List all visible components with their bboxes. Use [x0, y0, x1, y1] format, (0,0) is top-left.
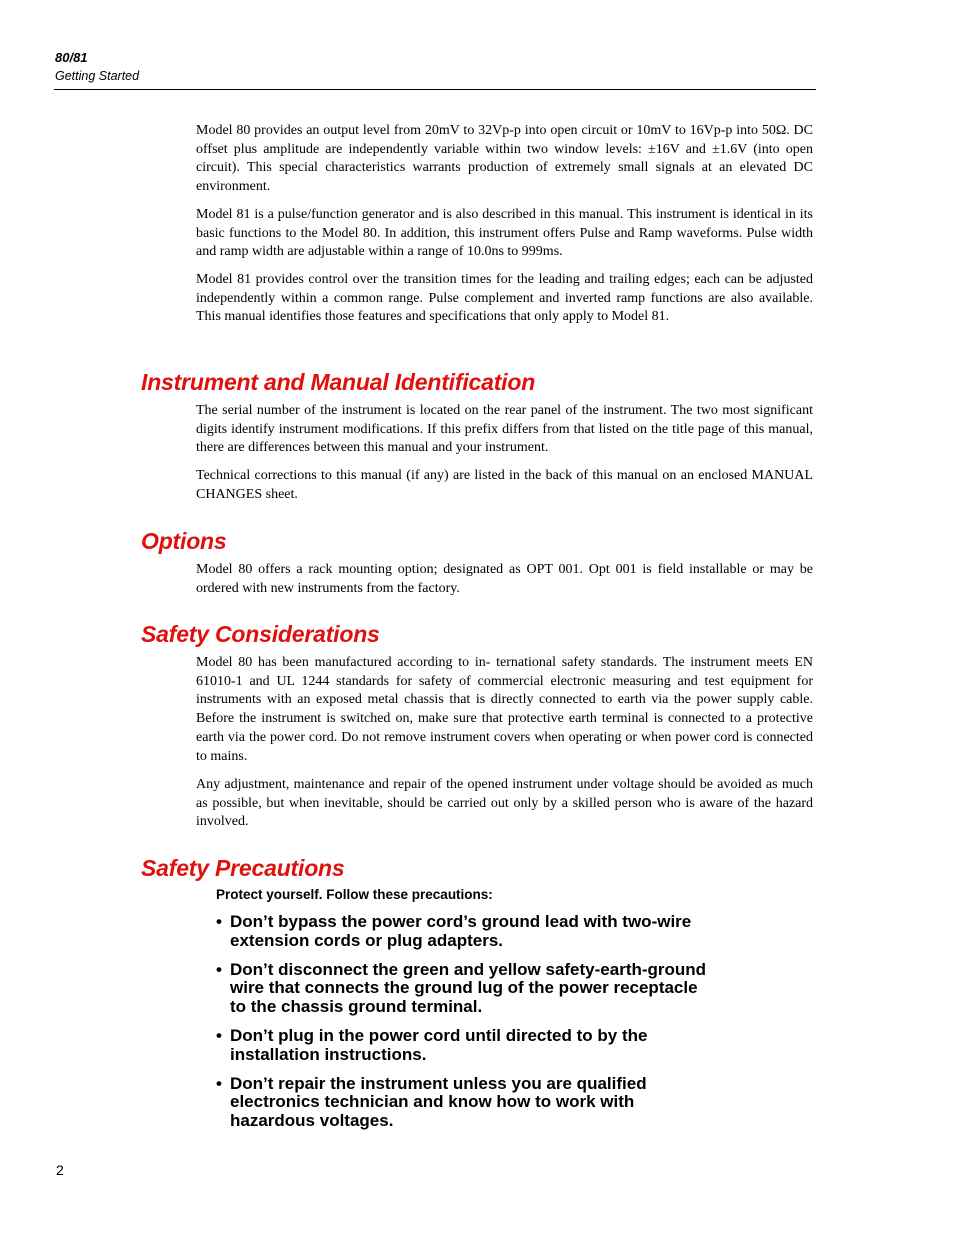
running-header-model: 80/81 — [55, 50, 88, 65]
precaution-text: Don’t disconnect the green and yellow safety-earth-ground wire that connects the ground lug of the power receptacle to the chassis ground terminal. — [230, 959, 707, 1017]
heading-safety-precautions: Safety Precautions — [141, 855, 345, 881]
identification-paragraph-2: Technical corrections to this manual (if any) are listed in the back of this manual on an enclosed MANUAL CHANGES sheet. — [196, 468, 813, 502]
precaution-text: Don’t plug in the power cord until directed to by the installation instructions. — [230, 1025, 648, 1064]
heading-safety-considerations: Safety Considerations — [141, 621, 380, 647]
bullet-icon: • — [216, 959, 222, 979]
identification-paragraph-1: The serial number of the instrument is located on the rear panel of the instrument. The two most significant digits identify instrument modifications. If this prefix differs from that listed on the title page of this manual, there are differences between this manual and your instrument. — [196, 403, 813, 456]
page-number: 2 — [56, 1162, 64, 1178]
list-item — [216, 1075, 716, 1131]
list-item — [216, 961, 716, 1017]
safety-considerations-paragraph-1: Model 80 has been manufactured according to in- ternational safety standards. The instrument meets EN 61010-1 and UL 1244 standards for safety of commercial electronic measuring and test equipment for instruments with an exposed metal chassis that is directly connected to earth via the power supply cable. Before the instrument is switched on, make sure that protective earth terminal is connected to a protective earth via the power cord. Do not remove instrument covers when operating or when power cord is connected to mains. — [196, 655, 813, 764]
bullet-icon: • — [216, 912, 222, 931]
heading-identification: Instrument and Manual Identification — [141, 369, 536, 395]
safety-considerations-paragraph-2: Any adjustment, maintenance and repair of the opened instrument under voltage should be avoided as much as possible, but when inevitable, should be carried out only by a skilled person who is aware of the hazard involved. — [196, 777, 813, 830]
list-item — [216, 913, 716, 951]
intro-paragraph-2: Model 81 is a pulse/function generator and is also described in this manual. This instrument is identical in its basic functions to the Model 80. In addition, this instrument offers Pulse and Ramp waveforms. Pulse width and ramp width are adjustable within a range of 10.0ns to 999ms. — [196, 207, 813, 260]
options-paragraph-1: Model 80 offers a rack mounting option; designated as OPT 001. Opt 001 is field installable or may be ordered with new instruments from the factory. — [196, 562, 813, 596]
intro-paragraph-1: Model 80 provides an output level from 20mV to 32Vp-p into open circuit or 10mV to 16Vp-p into 50Ω. DC offset plus amplitude are independently variable within two window levels: ±16V and ±1.6V (into open circuit). This special characteristics warrants production of extremely small signals at an elevated DC environment. — [196, 123, 813, 195]
running-header-section: Getting Started — [55, 69, 140, 83]
heading-options: Options — [141, 528, 227, 554]
precaution-text: Don’t bypass the power cord’s ground lead with two-wire extension cords or plug adapters. — [230, 912, 692, 950]
precautions-lead: Protect yourself. Follow these precautions: — [216, 887, 493, 902]
precaution-text: Don’t repair the instrument unless you are qualified electronics technician and know how to work with hazardous voltages. — [230, 1073, 647, 1131]
header-rule — [54, 89, 816, 90]
intro-paragraph-3: Model 81 provides control over the transition times for the leading and trailing edges; each can be adjusted independently within a common range. Pulse complement and inverted ramp functions are also available. This manual identifies those features and specifications that only apply to Model 81. — [196, 272, 813, 325]
precautions-list — [216, 913, 716, 1141]
list-item — [216, 1027, 716, 1065]
bullet-icon: • — [216, 1073, 222, 1093]
bullet-icon: • — [216, 1025, 222, 1045]
